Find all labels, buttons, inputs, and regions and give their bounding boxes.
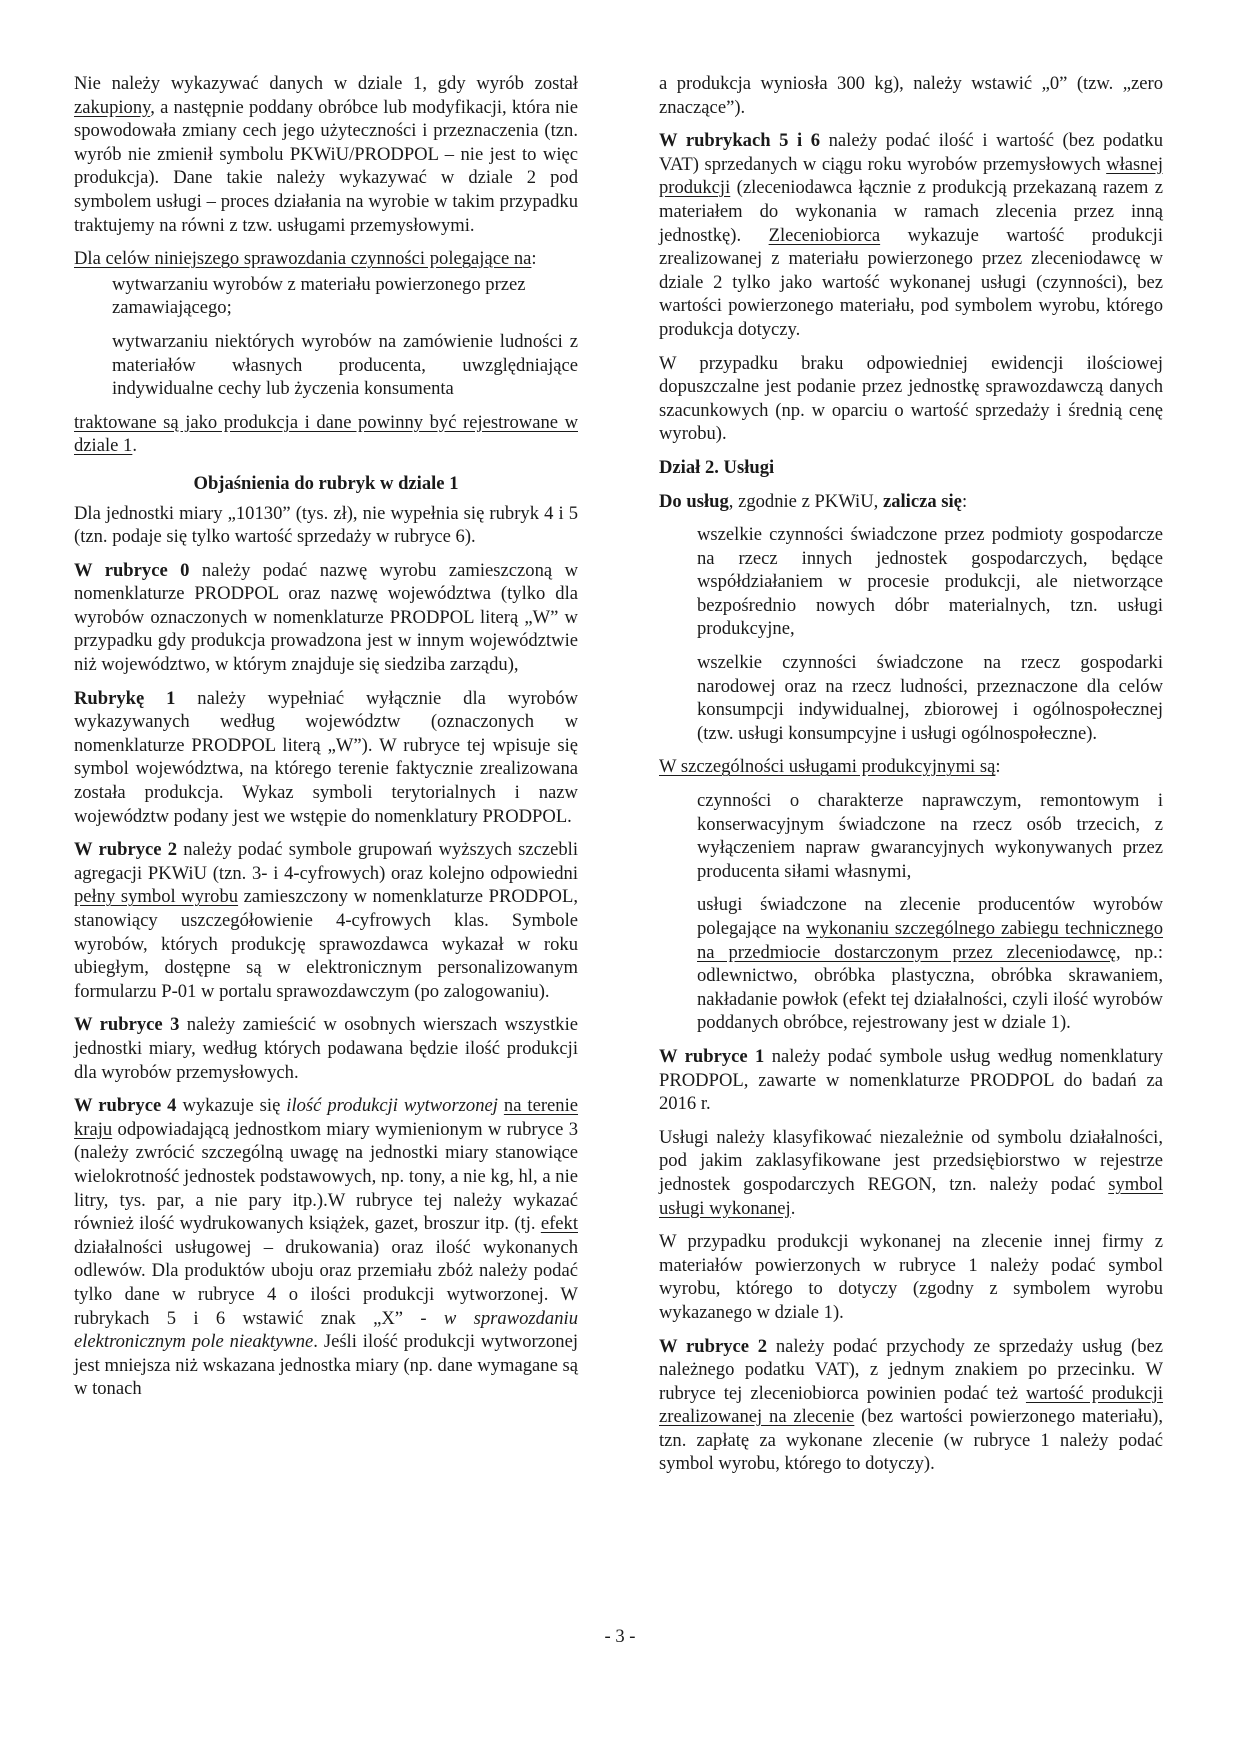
underlined-text: efekt bbox=[540, 1213, 578, 1235]
paragraph: W rubryce 2 należy podać przychody ze sprzedaży usług (bez należnego podatku VAT), z jednym znakiem po przecinku. W rubryce tej zleceniobiorca powinien podać też wartość produkcji zrealizowanej na zlecenie (bez wartości powierzonego materiału), tzn. zapłatę za wykonane zlecenie (w rubryce 1 należy podać symbol wyrobu, którego to dotyczy). bbox=[659, 1335, 1164, 1475]
list-item: czynności o charakterze naprawczym, remontowym i konserwacyjnym świadczone na rzecz osób trzecich, z wyłączeniem napraw gwarancyjnych wykonywanych przez producenta siłami własnymi, bbox=[697, 790, 1163, 882]
underlined-text: własnej produkcji bbox=[659, 153, 1163, 199]
list-item: wszelkie czynności świadczone przez podmioty gospodarcze na rzecz innych jednostek gospodarczych, będące współdziałaniem w procesie produkcji, ale nietworzące bezpośrednio nowych dóbr materialnych, tzn. usługi produkcyjne, bbox=[697, 524, 1163, 640]
underlined-text: wykonaniu szczególnego zabiegu technicznego na przedmiocie dostarczonym przez zleceniodawcę bbox=[697, 918, 1163, 963]
underlined-text: Zleceniobiorca bbox=[768, 224, 881, 246]
section-heading: Objaśnienia do rubryk w dziale 1 bbox=[193, 472, 459, 494]
paragraph: W rubryce 3 należy zamieścić w osobnych wierszach wszystkie jednostki miary, według których podawana będzie ilość produkcji dla wyrobów przemysłowych. bbox=[74, 1014, 579, 1083]
left-column bbox=[74, 72, 578, 1411]
list-item: wszelkie czynności świadczone na rzecz gospodarki narodowej oraz na rzecz ludności, przeznaczone dla celów konsumpcji indywidualnej, zbiorowej i ogólnospołecznej (tzw. usługi konsumpcyjne i usługi ogólnospołeczne). bbox=[697, 652, 1163, 744]
section-heading: Dział 2. Usługi bbox=[659, 456, 775, 478]
underlined-text: na terenie kraju bbox=[74, 1095, 579, 1140]
paragraph: W przypadku produkcji wykonanej na zlecenie innej firmy z materiałów powierzonych w rubryce 1 należy podać symbol wyrobu, którego to dotyczy (zgodny z symbolem wyrobu wykazanego w dziale 1). bbox=[659, 1231, 1163, 1323]
underlined-text: Dla celów niniejszego sprawozdania czynności polegające na bbox=[74, 248, 532, 270]
paragraph: W rubryce 2 należy podać symbole grupowań wyższych szczebli agregacji PKWiU (tzn. 3- i 4-cyfrowych) oraz kolejno odpowiedni pełny symbol wyrobu zamieszczony w nomenklaturze PRODPOL, stanowiący uszczegółowienie 4-cyfrowych klas. Symbole wyrobów, których produkcję sprawozdawca wykazał w roku ubiegłym, dostępne są w elektronicznym personalizowanym formularzu P-01 w portalu sprawozdawczym (po zalogowaniu). bbox=[74, 839, 579, 1002]
underlined-text: zakupiony bbox=[74, 96, 151, 118]
right-column bbox=[659, 72, 1163, 1486]
underlined-text: traktowane są jako produkcja i dane powinny być rejestrowane w dziale 1 bbox=[74, 411, 578, 457]
paragraph: W przypadku braku odpowiedniej ewidencji ilościowej dopuszczalne jest podanie przez jednostkę sprawozdawczą danych szacunkowych (np. w oparciu o wartość sprzedaży i średnią cenę wyrobu). bbox=[659, 352, 1163, 445]
paragraph: Dla celów niniejszego sprawozdania czynności polegające na: bbox=[74, 248, 537, 270]
underlined-text: symbol usługi wykonanej bbox=[659, 1173, 1163, 1219]
list-item: wytwarzaniu niektórych wyrobów na zamówienie ludności z materiałów własnych producenta, uwzględniające indywidualne cechy lub życzenia konsumenta bbox=[112, 330, 578, 400]
page-number: - 3 - bbox=[604, 1626, 636, 1647]
paragraph: traktowane są jako produkcja i dane powinny być rejestrowane w dziale 1. bbox=[74, 411, 578, 457]
list-item: usługi świadczone na zlecenie producentów wyrobów polegające na wykonaniu szczególnego zabiegu technicznego na przedmiocie dostarczonym przez zleceniodawcę, np.: odlewnictwo, obróbka plastyczna, obróbka skrawaniem, nakładanie powłok (efekt tej działalności, czyli ilość wyrobów poddanych obróbce, rejestrowany jest w dziale 1). bbox=[697, 894, 1163, 1034]
paragraph: a produkcja wyniosła 300 kg), należy wstawić „0” (tzw. „zero znaczące”). bbox=[659, 73, 1163, 118]
paragraph: W rubryce 4 wykazuje się ilość produkcji wytworzonej na terenie kraju odpowiadającą jednostkom miary wymienionym w rubryce 3 (należy zwrócić szczególną uwagę na jednostki miary stanowiące wielokrotność jednostek podstawowych, np. tony, a nie kg, hl, a nie litry, tys. par, a nie pary itp.).W rubryce tej należy wykazać również ilość wydrukowanych książek, gazet, broszur itp. (tj. efekt działalności usługowej – drukowania) oraz ilość wykonanych odlewów. Dla produktów uboju oraz przemiału zbóż należy podać tylko dane w rubryce 4 o ilości produkcji wytworzonej. W rubrykach 5 i 6 wstawić znak „X” - w sprawozdaniu elektronicznym pole nieaktywne. Jeśli ilość produkcji wytworzonej jest mniejsza niż wskazana jednostka miary (np. dane wymagane są w tonach bbox=[74, 1095, 579, 1400]
underlined-text: W szczególności usługami produkcyjnymi są bbox=[659, 756, 996, 778]
paragraph: Dla jednostki miary „10130” (tys. zł), nie wypełnia się rubryk 4 i 5 (tzn. podaje się tylko wartość sprzedaży w rubryce 6). bbox=[74, 502, 578, 548]
paragraph: W rubryce 0 należy podać nazwę wyrobu zamieszczoną w nomenklaturze PRODPOL oraz nazwę województwa (tylko dla wyrobów oznaczonych w nomenklaturze PRODPOL literą „W” w przypadku gdy produkcja prowadzona jest w innym województwie niż województwo, w którym znajduje się siedziba zarządu), bbox=[74, 559, 578, 676]
paragraph: Do usług, zgodnie z PKWiU, zalicza się: bbox=[659, 490, 968, 512]
paragraph: Usługi należy klasyfikować niezależnie od symbolu działalności, pod jakim zaklasyfikowane jest przedsiębiorstwo w rejestrze jednostek gospodarczych REGON, tzn. należy podać symbol usługi wykonanej. bbox=[659, 1126, 1163, 1219]
paragraph: Rubrykę 1 należy wypełniać wyłącznie dla wyrobów wykazywanych według województw (oznaczonych w nomenklaturze PRODPOL literą „W”). W rubryce tej wpisuje się symbol województwa, na którego terenie faktycznie zrealizowana została produkcja. Wykaz symboli terytorialnych i nazw województw podany jest we wstępie do nomenklatury PRODPOL. bbox=[74, 687, 578, 827]
paragraph: Nie należy wykazywać danych w dziale 1, gdy wyrób został zakupiony, a następnie poddany obróbce lub modyfikacji, która nie spowodowała zmiany cech jego użyteczności i przeznaczenia (tzn. wyrób nie zmienił symbolu PKWiU/PRODPOL – nie jest to więc produkcja). Dane takie należy wykazywać w dziale 2 pod symbolem usługi – proces działania na wyrobie w takim przypadku traktujemy na równi z tzw. usługami przemysłowymi. bbox=[74, 73, 578, 236]
paragraph: W rubryce 1 należy podać symbole usług według nomenklatury PRODPOL, zawarte w nomenklaturze PRODPOL do badań za 2016 r. bbox=[659, 1045, 1163, 1115]
paragraph: W rubrykach 5 i 6 należy podać ilość i wartość (bez podatku VAT) sprzedanych w ciągu roku wyrobów przemysłowych własnej produkcji (zleceniodawca łącznie z produkcją przekazaną razem z materiałem do wykonania w ramach zlecenia przez inną jednostkę). Zleceniobiorca wykazuje wartość produkcji zrealizowanej z materiału powierzonego przez zleceniodawcę w dziale 2 tylko jako wartość wykonanej usługi (czynności), bez wartości powierzonego materiału, pod symbolem wyrobu, którego produkcja dotyczy. bbox=[659, 130, 1163, 340]
underlined-text: pełny symbol wyrobu bbox=[74, 886, 239, 908]
list-item: wytwarzaniu wyrobów z materiału powierzonego przez zamawiającego; bbox=[112, 273, 526, 319]
underlined-text: wartość produkcji zrealizowanej na zlecenie bbox=[659, 1382, 1164, 1428]
paragraph: W szczególności usługami produkcyjnymi są: bbox=[659, 756, 1001, 778]
